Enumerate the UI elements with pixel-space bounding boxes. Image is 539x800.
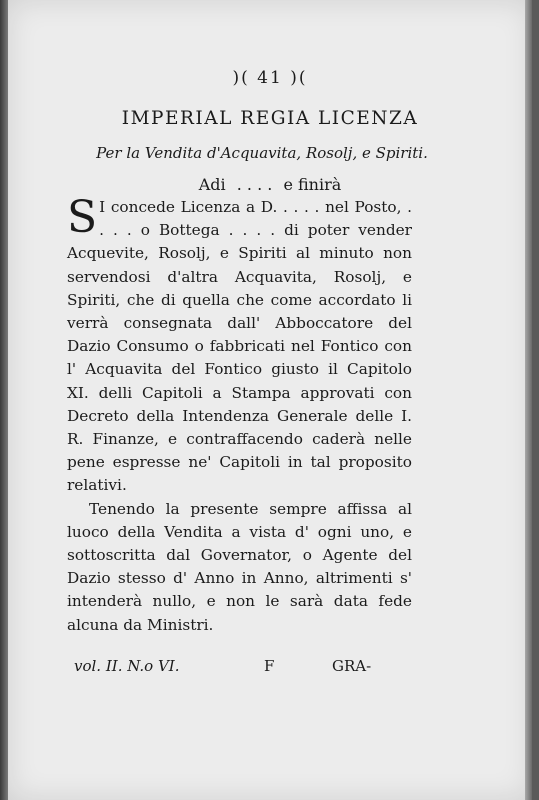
drop-cap: S	[67, 192, 98, 243]
document-page	[8, 0, 532, 800]
document-subtitle: Per la Vendita d'Acquavita, Rosolj, e Spiriti.	[96, 144, 428, 162]
page-number: )( 41 )(	[232, 68, 308, 88]
document-title: IMPERIAL REGIA LICENZA	[121, 108, 419, 129]
paragraph-1	[67, 192, 412, 498]
footer-signature-mark: F	[264, 657, 275, 675]
paragraph-2: Tenendo la presente sempre affissa al luoco della Vendita a vista d' ogni uno, e sottoscritta dal Governator, o Agente del Dazio stesso d' Anno in Anno, altrimenti s' intenderà nullo, e non le sarà data fede alcuna da Ministri.	[67, 499, 412, 634]
paragraph-1-text: I concede Licenza a D. . . . . nel Posto, . . . . o Bottega . . . . di poter vender Acquevite, Rosolj, e Spiriti al minuto non servendosi d'altra Acquavita, Rosolj, e Spiriti, che di quella che come accordato li verrà consegnata dall' Abboccatore del Dazio Consumo o fabbricati nel Fontico con l' Acquavita del Fontico giusto il Capitolo XI. delli Capitoli a Stampa approvati con Decreto della Intendenza Generale delle I. R. Finanze, e contraffacendo caderà nelle pene espresse ne' Capitoli in tal proposito relativi.	[67, 198, 412, 495]
footer-volume: vol. II. N.o VI.	[74, 657, 180, 675]
document-body	[67, 192, 412, 637]
date-finira: e finirà	[283, 175, 342, 194]
date-adi: Adi	[198, 175, 226, 194]
book-gutter-shadow	[0, 0, 8, 800]
footer-catchword: GRA-	[332, 657, 372, 675]
date-blank: . . . .	[236, 175, 273, 194]
